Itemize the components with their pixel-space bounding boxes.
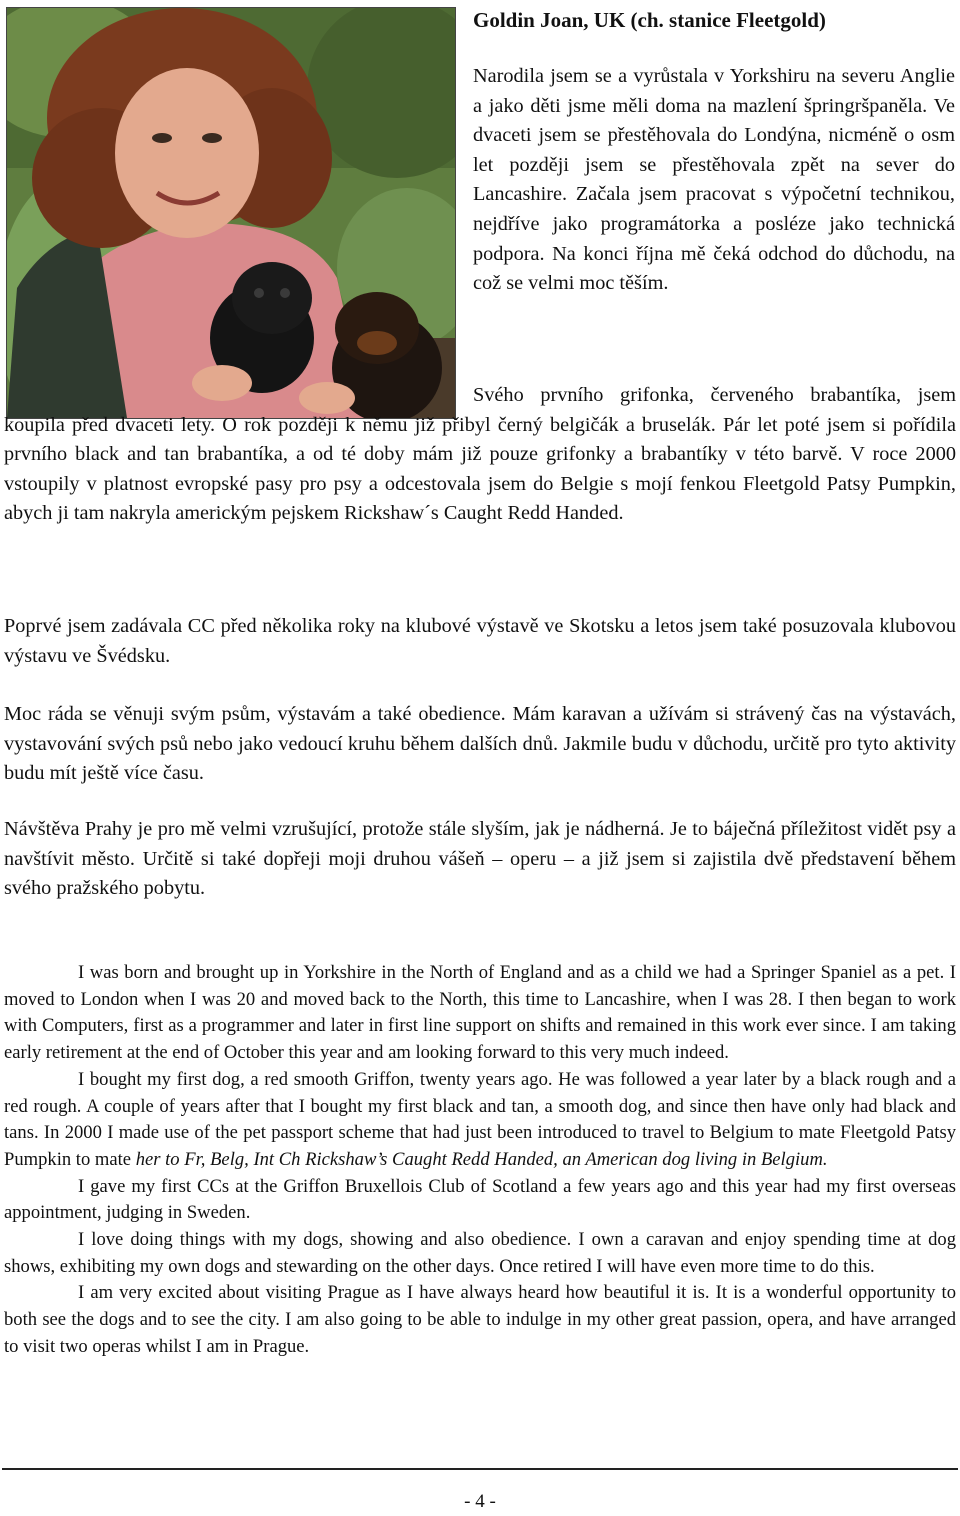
footer-divider [2, 1468, 958, 1470]
english-paragraph-2-text: I bought my first dog, a red smooth Griffon, twenty years ago. He was followed a year later by a black rough and a red rough. A couple of years after that I bought my first black and tan, a smooth dog, and since then have only had black and tans. In 2000 I made use of the pet passport scheme that had just been introduced to travel to Belgium to mate Fleetgold Patsy Pumpkin to mate [4, 1068, 956, 1170]
page-number: - 4 - [464, 1491, 496, 1512]
english-paragraph-5: I am very excited about visiting Prague as I have always heard how beautiful it is. It is a wonderful opportunity to both see the dogs and to see the city. I am also going to be able to indulge in my other great passion, opera, and have arranged to visit two operas whilst I am in Prague. [4, 1282, 956, 1357]
english-section [4, 960, 956, 1361]
czech-paragraph-5: Návštěva Prahy je pro mě velmi vzrušující, protože stále slyším, jak je nádherná. Je to báječná příležitost vidět psy a navštívit město. Určitě si také dopřeji moji druhou vášeň – operu – a již jsem si zajistila dvě představení během svého pražského pobytu. [4, 818, 956, 900]
english-paragraph-3: I gave my first CCs at the Griffon Bruxellois Club of Scotland a few years ago and this year had my first overseas appointment, judging in Sweden. [4, 1175, 956, 1224]
english-paragraph-4: I love doing things with my dogs, showing and also obedience. I own a caravan and enjoy spending time at dog shows, exhibiting my own dogs and stewarding on the other days. Once retired I will have even more time to do this. [4, 1229, 956, 1277]
english-paragraph-2-italic: her to Fr, Belg, Int Ch Rickshaw’s Caught Redd Handed, an American dog living in Belgium. [135, 1148, 828, 1170]
czech-paragraph-3: Poprvé jsem zadávala CC před několika roky na klubové výstavě ve Skotsku a letos jsem také posuzovala klubovou výstavu ve Švédsku. [4, 615, 956, 667]
portrait-photo [6, 7, 456, 419]
english-paragraph-1: I was born and brought up in Yorkshire in the North of England and as a child we had a Springer Spaniel as a pet. I moved to London when I was 20 and moved back to the North, this time to Lancashire, when I was 28. I then began to work with Computers, first as a programmer and later in first line support on shifts and remained in this work ever since. I am taking early retirement at the end of October this year and am looking forward to this very much indeed. [4, 962, 956, 1064]
czech-paragraph-2: Svého prvního grifonka, červeného brabantíka, jsem koupila před dvaceti lety. O rok později k němu již přibyl černý belgičák a bruselák. Pár let poté jsem si pořídila prvního black and tan brabantíka, a od té doby mám již pouze grifonky a brabantíky v této barvě. V roce 2000 vstoupily v platnost evropské pasy pro psy a odcestovala jsem do Belgie s mojí fenkou Fleetgold Patsy Pumpkin, abych ji tam nakryla americkým pejskem Rickshaw´s Caught Redd Handed. [4, 384, 956, 525]
document-heading: Goldin Joan, UK (ch. stanice Fleetgold) [473, 8, 826, 32]
czech-paragraph-4: Moc ráda se věnuji svým psům, výstavám a také obedience. Mám karavan a užívám si strávený čas na výstavách, vystavování svých psů nebo jako vedoucí kruhu během dalších dnů. Jakmile budu v důchodu, určitě pro tyto aktivity budu mít ještě více času. [4, 703, 956, 785]
czech-paragraph-1: Narodila jsem se a vyrůstala v Yorkshiru na severu Anglie a jako děti jsme měli doma na mazlení špringršpaněla. Ve dvaceti jsem se přestěhovala do Londýna, nicméně o osm let později jsem se přestěhovala zpět na sever do Lancashire. Začala jsem pracovat s výpočetní technikou, nejdříve jako programátorka a posléze jako technická podpora. Na konci října mě čeká odchod do důchodu, na což se velmi moc těším. [473, 65, 955, 295]
english-paragraph-2 [4, 1067, 956, 1174]
portrait-photo-icon [7, 8, 455, 418]
